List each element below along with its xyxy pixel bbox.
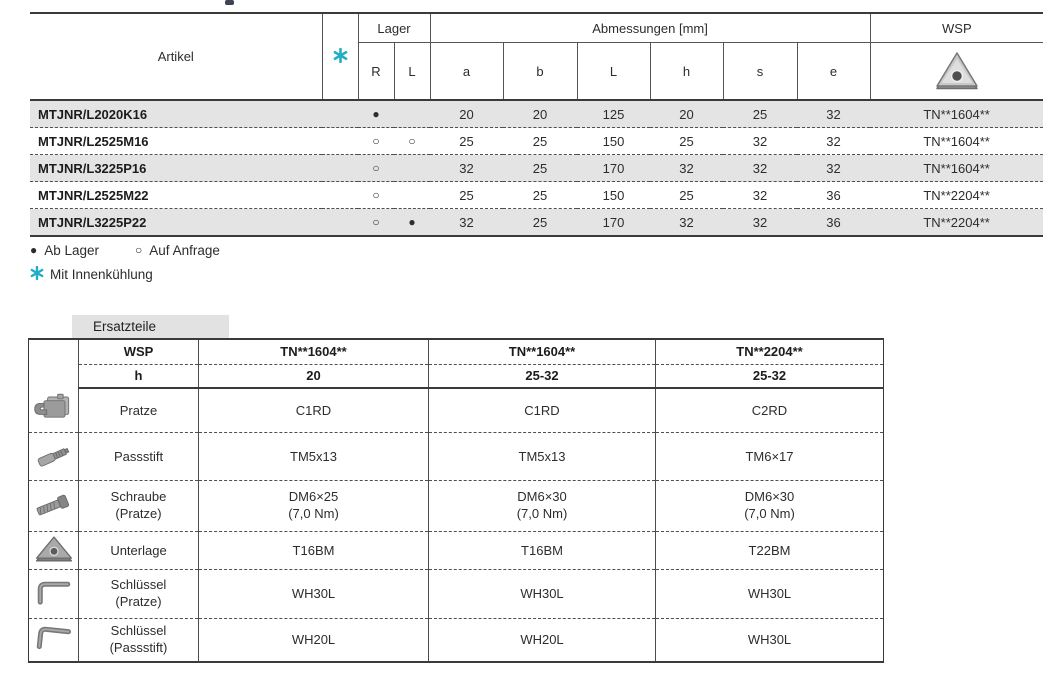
part-value: WH30L xyxy=(656,569,884,618)
spare-row-schraube xyxy=(29,480,884,531)
dim-a-cell: 25 xyxy=(430,128,503,155)
flake-cell xyxy=(322,155,358,182)
artikel-cell: MTJNR/L3225P16 xyxy=(30,155,322,182)
legend-auf-anfrage xyxy=(135,243,220,258)
part-label-line1: Schlüssel xyxy=(110,576,167,592)
dim-h-cell: 20 xyxy=(679,106,694,122)
lager-r-cell: ○ xyxy=(358,209,394,237)
legend-ab-lager-label: Ab Lager xyxy=(44,242,100,258)
wsp-col-3: TN**2204** xyxy=(736,344,803,360)
artikel-cell: MTJNR/L2525M16 xyxy=(30,128,322,155)
spare-row-passstift xyxy=(29,432,884,480)
dim-h-cell: 25 xyxy=(650,182,723,209)
lager-l-cell xyxy=(394,100,430,128)
dim-b-cell: 20 xyxy=(532,106,548,122)
part-value-line2: (7,0 Nm) xyxy=(288,505,339,521)
legend xyxy=(30,238,256,286)
h-header: h xyxy=(79,364,199,388)
part-label-line2: (Pratze) xyxy=(115,593,162,609)
dim-a-cell: 32 xyxy=(430,209,503,237)
column-header-lager: Lager xyxy=(358,13,430,43)
column-header-b: b xyxy=(503,43,577,101)
dim-e-cell: 32 xyxy=(797,155,870,182)
table-row xyxy=(30,100,1043,128)
part-label xyxy=(79,618,199,662)
wsp-header: WSP xyxy=(79,339,199,364)
part-value: T16BM xyxy=(429,531,656,569)
cropped-text-fragment xyxy=(225,0,234,5)
coolant-flake-icon xyxy=(30,266,44,283)
table-row xyxy=(30,155,1043,182)
artikel-cell: MTJNR/L2525M22 xyxy=(30,182,322,209)
column-header-abmessungen: Abmessungen [mm] xyxy=(430,13,870,43)
dim-s-cell: 32 xyxy=(723,209,797,237)
part-value-line2: (7,0 Nm) xyxy=(516,505,568,521)
dim-s-cell: 25 xyxy=(752,106,768,122)
spare-row-pratze xyxy=(29,388,884,432)
hex-key-icon xyxy=(29,618,79,662)
dim-L-cell: 170 xyxy=(577,155,650,182)
column-header-r: R xyxy=(358,43,394,101)
dim-s-cell: 32 xyxy=(723,182,797,209)
part-label xyxy=(79,480,199,531)
dim-L-cell: 125 xyxy=(602,106,625,122)
flake-cell xyxy=(322,128,358,155)
table-row xyxy=(30,128,1043,155)
legend-auf-anfrage-label: Auf Anfrage xyxy=(149,242,220,258)
dim-L-cell: 150 xyxy=(577,128,650,155)
part-label-line1: Schraube xyxy=(110,488,167,504)
dim-h-cell: 25 xyxy=(650,128,723,155)
dowel-pin-icon xyxy=(29,432,79,480)
part-value: C1RD xyxy=(199,388,429,432)
part-label-line2: (Pratze) xyxy=(115,505,162,521)
part-label: Passstift xyxy=(79,432,199,480)
dim-h-cell: 32 xyxy=(650,209,723,237)
lager-l-cell: ● xyxy=(394,209,430,237)
dim-b-cell: 25 xyxy=(503,182,577,209)
dim-L-cell: 170 xyxy=(577,209,650,237)
tool-holder-table xyxy=(30,12,1043,237)
h-value-2: 25-32 xyxy=(429,364,656,388)
h-row xyxy=(29,364,884,388)
clamp-icon xyxy=(29,388,79,432)
legend-ab-lager xyxy=(30,243,99,258)
h-value-1: 20 xyxy=(199,364,429,388)
lager-l-cell xyxy=(394,182,430,209)
part-value-line2: (7,0 Nm) xyxy=(744,505,795,521)
legend-innenkuehlung-label: Mit Innenkühlung xyxy=(50,266,153,282)
dim-a-cell: 20 xyxy=(459,106,474,122)
spare-row-schluessel-passstift xyxy=(29,618,884,662)
dim-L-cell: 150 xyxy=(577,182,650,209)
part-label: Pratze xyxy=(79,388,199,432)
part-value-line1: DM6×30 xyxy=(744,488,795,504)
wsp-cell: TN**1604** xyxy=(870,155,1043,182)
wsp-col-2: TN**1604** xyxy=(429,339,656,364)
lager-r-cell: ○ xyxy=(358,155,394,182)
dim-b-cell: 25 xyxy=(503,209,577,237)
h-value-3: 25-32 xyxy=(656,364,884,388)
dim-b-cell: 25 xyxy=(503,128,577,155)
flake-cell xyxy=(322,100,358,128)
flake-cell xyxy=(322,209,358,237)
spare-parts-table xyxy=(28,338,884,663)
coolant-flake-icon xyxy=(322,13,358,100)
lager-r-cell: ● xyxy=(372,107,380,121)
part-value: C2RD xyxy=(751,402,788,418)
part-value: TM6×17 xyxy=(656,432,884,480)
part-value: WH30L xyxy=(199,569,429,618)
dim-a-cell: 25 xyxy=(430,182,503,209)
column-header-a: a xyxy=(430,43,503,101)
dim-e-cell: 32 xyxy=(797,128,870,155)
part-value: WH20L xyxy=(429,618,656,662)
column-header-L: L xyxy=(577,43,650,101)
spare-row-schluessel-pratze xyxy=(29,569,884,618)
column-header-wsp: WSP xyxy=(870,13,1043,43)
artikel-cell: MTJNR/L3225P22 xyxy=(30,209,322,237)
dim-e-cell: 32 xyxy=(826,106,841,122)
part-value-line1: DM6×25 xyxy=(288,488,339,504)
wsp-cell: TN**1604** xyxy=(870,128,1043,155)
dim-a-cell: 32 xyxy=(430,155,503,182)
wsp-cell: TN**1604** xyxy=(923,106,990,122)
part-label: Unterlage xyxy=(79,531,199,569)
artikel-cell: MTJNR/L2020K16 xyxy=(38,106,148,122)
spare-header-row xyxy=(29,339,884,364)
table-row xyxy=(30,209,1043,237)
part-value: T16BM xyxy=(199,531,429,569)
screw-icon xyxy=(29,480,79,531)
part-label-line2: (Passstift) xyxy=(109,639,168,655)
filled-dot-icon: ● xyxy=(30,243,38,257)
open-dot-icon: ○ xyxy=(135,243,143,257)
part-value: C1RD xyxy=(429,388,656,432)
dim-h-cell: 32 xyxy=(650,155,723,182)
dim-s-cell: 32 xyxy=(723,128,797,155)
wsp-cell: TN**2204** xyxy=(870,182,1043,209)
part-value xyxy=(429,480,656,531)
flake-cell xyxy=(322,182,358,209)
icon-column-header xyxy=(29,339,79,388)
wsp-cell: TN**2204** xyxy=(870,209,1043,237)
part-value-line1: DM6×30 xyxy=(517,488,567,504)
part-value: TM5x13 xyxy=(429,432,656,480)
part-label-line1: Schlüssel xyxy=(110,622,167,638)
dim-e-cell: 36 xyxy=(797,209,870,237)
dim-b-cell: 25 xyxy=(503,155,577,182)
dim-e-cell: 36 xyxy=(797,182,870,209)
table-row xyxy=(30,182,1043,209)
column-header-l: L xyxy=(394,43,430,101)
part-value xyxy=(199,480,429,531)
part-value: WH30L xyxy=(429,569,656,618)
part-label xyxy=(79,569,199,618)
lager-r-cell: ○ xyxy=(358,182,394,209)
column-header-h: h xyxy=(650,43,723,101)
column-header-artikel: Artikel xyxy=(30,13,322,100)
lager-l-cell: ○ xyxy=(394,128,430,155)
part-value: WH30L xyxy=(656,618,884,662)
hex-key-icon xyxy=(29,569,79,618)
lager-r-cell: ○ xyxy=(358,128,394,155)
lager-l-cell xyxy=(394,155,430,182)
spare-row-unterlage xyxy=(29,531,884,569)
part-value: TM5x13 xyxy=(199,432,429,480)
column-header-s: s xyxy=(723,43,797,101)
column-header-e: e xyxy=(797,43,870,101)
part-value: T22BM xyxy=(656,531,884,569)
tab-ersatzteile: Ersatzteile xyxy=(72,315,229,338)
part-value xyxy=(656,480,884,531)
wsp-col-1: TN**1604** xyxy=(199,339,429,364)
insert-triangle-icon xyxy=(870,43,1043,101)
part-value: WH20L xyxy=(199,618,429,662)
shim-icon xyxy=(29,531,79,569)
dim-s-cell: 32 xyxy=(723,155,797,182)
